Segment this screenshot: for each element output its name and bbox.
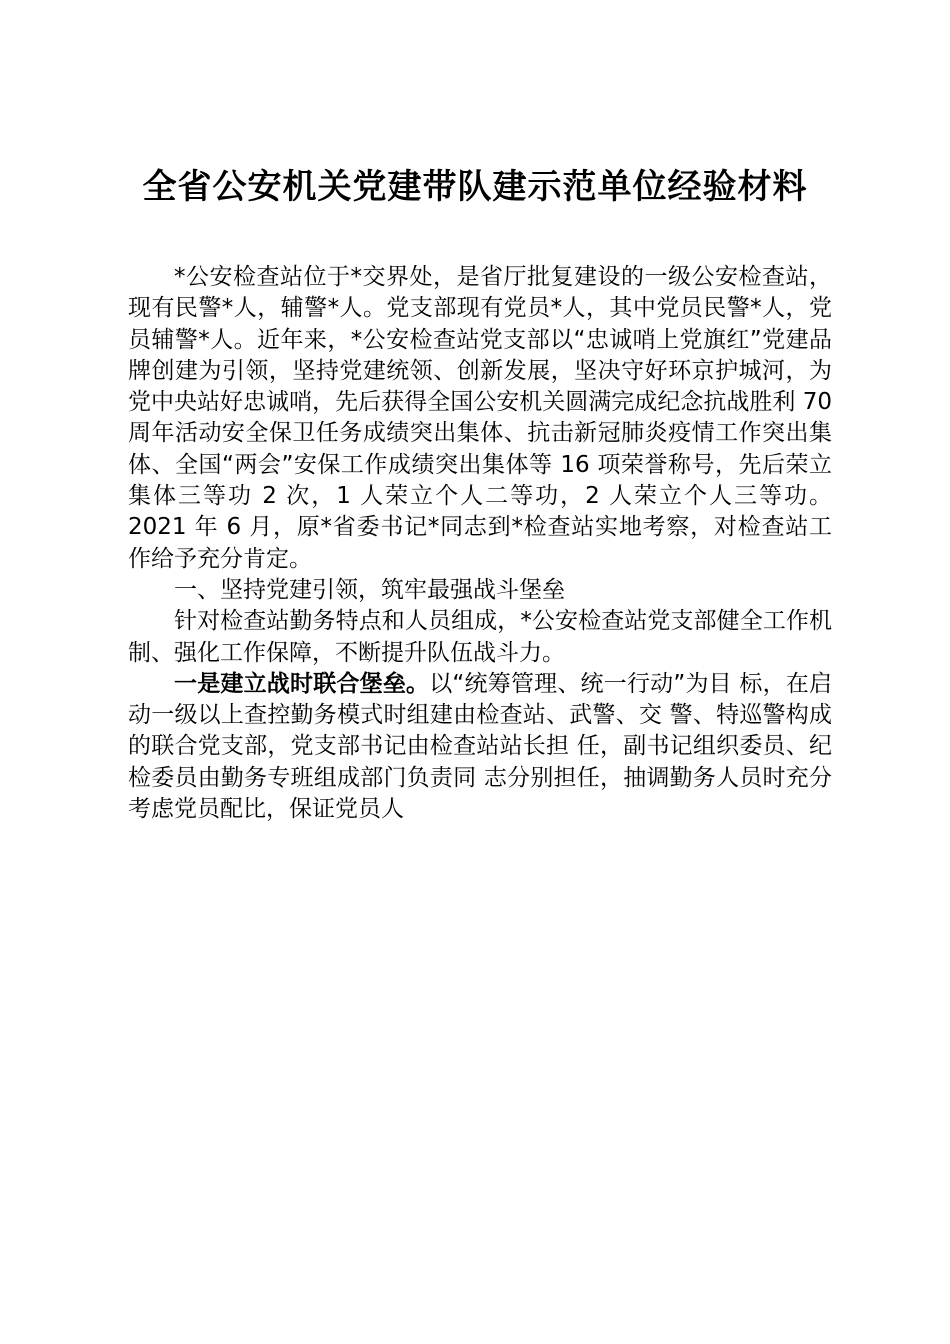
point-one-paragraph <box>128 669 832 825</box>
section-intro-paragraph: 针对检查站勤务特点和人员组成，*公安检查站党支部健全工作机制、强化工作保障，不断提升队伍战斗力。 <box>128 608 832 666</box>
section-heading: 一、坚持党建引领，筑牢最强战斗堡垒 <box>174 576 565 603</box>
document-title: 全省公安机关党建带队建示范单位经验材料 <box>142 167 808 207</box>
document-body <box>128 262 832 825</box>
intro-paragraph: *公安检查站位于*交界处，是省厅批复建设的一级公安检查站，现有民警*人，辅警*人。党支部现有党员*人，其中党员民警*人，党员辅警*人。近年来，*公安检查站党支部以“忠诚哨上党旗红”党建品牌创建为引领，坚持党建统领、创新发展，坚决守好环京护城河，为党中央站好忠诚哨，先后获得全国公安机关圆满完成纪念抗战胜利 70 周年活动安全保卫任务成绩突出集体、抗击新冠肺炎疫情工作突出集体、全国“两会”安保工作成绩突出集体等 16 项荣誉称号，先后荣立集体三等功 2 次，1 人荣立个人二等功，2 人荣立个人三等功。2021 年 6 月，原*省委书记*同志到*检查站实地考察，对检查站工作给予充分肯定。 <box>128 264 832 572</box>
point-one-lead: 一是建立战时联合堡垒。 <box>174 670 430 697</box>
point-one-text: 以“统筹管理、统一行动”为目 标，在启动一级以上查控勤务模式时组建由检查站、武警、交 警、特巡警构成的联合党支部，党支部书记由检查站站长担 任，副书记组织委员、纪检委员由勤务专班组成部门负责同 志分别担任，抽调勤务人员时充分考虑党员配比，保证党员人 <box>128 670 832 823</box>
